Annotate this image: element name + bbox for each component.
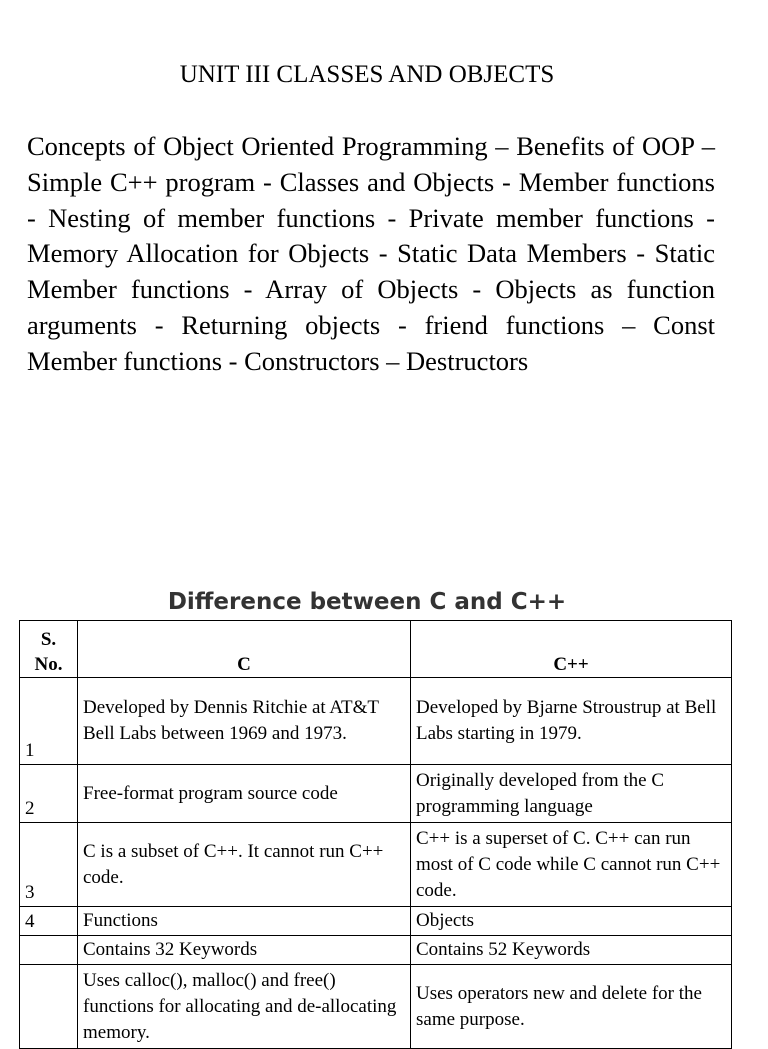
- table-row: [20, 965, 732, 1049]
- c-cell: C is a subset of C++. It cannot run C++ code.: [78, 823, 411, 907]
- table-row: [20, 823, 732, 907]
- table-row: [20, 765, 732, 823]
- row-number: 4: [20, 907, 78, 936]
- table-row: [20, 907, 732, 936]
- table-row: [20, 936, 732, 965]
- header-serial-number: S. No.: [20, 621, 78, 678]
- header-cpp: C++: [411, 621, 732, 678]
- table-title: Difference between C and C++: [167, 589, 567, 615]
- cpp-cell: Objects: [411, 907, 732, 936]
- c-cell: Functions: [78, 907, 411, 936]
- row-number: [20, 936, 78, 965]
- row-number: 2: [20, 765, 78, 823]
- cpp-cell: C++ is a superset of C. C++ can run most of C code while C cannot run C++ code.: [411, 823, 732, 907]
- cpp-cell: Uses operators new and delete for the same purpose.: [411, 965, 732, 1049]
- row-number: [20, 965, 78, 1049]
- cpp-cell: Originally developed from the C programming language: [411, 765, 732, 823]
- row-number: 3: [20, 823, 78, 907]
- row-number: 1: [20, 678, 78, 765]
- unit-title: UNIT III CLASSES AND OBJECTS: [179, 61, 555, 88]
- c-cell: Uses calloc(), malloc() and free() functions for allocating and de-allocating memory.: [78, 965, 411, 1049]
- comparison-table: [19, 620, 732, 1049]
- table-header-row: [20, 621, 732, 678]
- header-c: C: [78, 621, 411, 678]
- cpp-cell: Developed by Bjarne Stroustrup at Bell Labs starting in 1979.: [411, 678, 732, 765]
- topics-paragraph: Concepts of Object Oriented Programming – Benefits of OOP – Simple C++ program - Classes and Objects - Member functions - Nesting of member functions - Private member functions - Memory Allocation for Objects - Static Data Members - Static Member functions - Array of Objects - Objects as function arguments - Returning objects - friend functions – Const Member functions - Constructors – Destructors: [27, 131, 715, 376]
- cpp-cell: Contains 52 Keywords: [411, 936, 732, 965]
- c-cell: Contains 32 Keywords: [78, 936, 411, 965]
- c-cell: Developed by Dennis Ritchie at AT&T Bell Labs between 1969 and 1973.: [78, 678, 411, 765]
- c-cell: Free-format program source code: [78, 765, 411, 823]
- table-row: [20, 678, 732, 765]
